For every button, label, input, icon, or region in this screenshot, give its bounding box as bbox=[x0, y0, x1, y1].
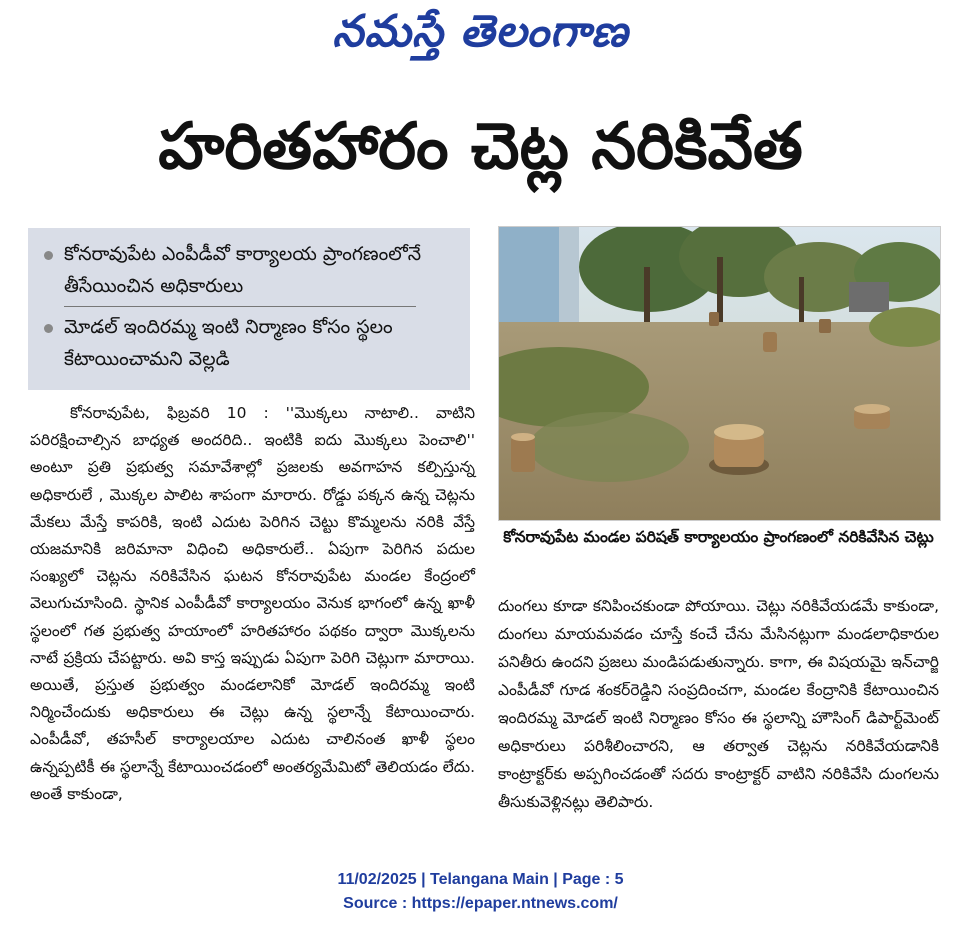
article-headline: హరితహారం చెట్ల నరికివేత bbox=[158, 110, 803, 184]
highlight-divider bbox=[64, 306, 416, 307]
edition-line: 11/02/2025 | Telangana Main | Page : 5 bbox=[337, 871, 624, 888]
source-line: Source : https://epaper.ntnews.com/ bbox=[343, 895, 618, 912]
article-body-right bbox=[498, 592, 939, 816]
highlight-item: కోనరావుపేట ఎంపీడీవో కార్యాలయ ప్రాంగణంలోనే తీసేయించిన అధికారులు bbox=[42, 238, 456, 302]
page-footer bbox=[0, 868, 961, 916]
highlight-item: మోడల్ ఇందిరమ్మ ఇంటి నిర్మాణం కోసం స్థలం కేటాయించామని వెల్లడి bbox=[42, 311, 456, 375]
highlights-box bbox=[28, 228, 470, 390]
article-photo bbox=[498, 226, 941, 521]
newspaper-masthead: నమస్తే తెలంగాణ bbox=[332, 6, 629, 57]
felled-trees-photo bbox=[499, 227, 940, 520]
article-body-left bbox=[30, 400, 475, 808]
article-paragraph: కోనరావుపేట, ఫిబ్రవరి 10 : ''మొక్కలు నాటాలి.. వాటిని పరిరక్షించాల్సిన బాధ్యత అందరిది.. ఇంటికి ఐదు మొక్కలు పెంచాలి'' అంటూ ప్రతి ప్రభుత్వ సమావేశాల్లో ప్రజలకు అవగాహన కల్పిస్తున్న అధికారులే , మొక్కల పాలిట శాపంగా మారారు. రోడ్డు పక్కన ఉన్న చెట్లను మేకలు మేస్తే కాపరికి, ఇంటి ఎదుట పెరిగిన చెట్టు కొమ్మలను నరికి వేస్తే యజమానికి జరిమానా విధించి అధికారులే.. ఏపుగా పెరిగిన పదుల సంఖ్యలో చెట్లను నరికివేసిన ఘటన కోనరావుపేట మండల కేంద్రంలో వెలుగుచూసింది. స్థానిక ఎంపీడీవో కార్యాలయం వెనుక భాగంలో ఉన్న ఖాళీ స్థలంలో గత ప్రభుత్వ హయాంలో హరితహారం పథకం ద్వారా మొక్కలను నాటే ప్రక్రియ చేపట్టారు. అవి కాస్త ఇప్పుడు ఏపుగా పెరిగి చెట్లుగా మారాయి. అయితే, ప్రస్తుత ప్రభుత్వం మండలానికో మోడల్ ఇందిరమ్మ ఇంటి నిర్మించేందుకు అధికారులు ఈ చెట్లు ఉన్న స్థలాన్నే కేటాయించారు. ఎంపీడీవో, తహసీల్ కార్యాలయాల ఎదుట చాలినంత ఖాళీ స్థలం ఉన్నప్పటికీ ఈ స్థలాన్నే కేటాయించడంలో అంతర్యమేమిటో తెలియడం లేదు. అంతే కాకుండా, bbox=[30, 404, 475, 803]
photo-caption: కోనరావుపేట మండల పరిషత్ కార్యాలయం ప్రాంగణంలో నరికివేసిన చెట్లు bbox=[503, 528, 934, 546]
article-paragraph: దుంగలు కూడా కనిపించకుండా పోయాయి. చెట్లు నరికివేయడమే కాకుండా, దుంగలు మాయమవడం చూస్తే కంచే చేను మేసినట్లుగా మండలాధికారుల పనితీరు ఉందని ప్రజలు మండిపడుతున్నారు. కాగా, ఈ విషయమై ఇన్‌చార్జి ఎంపీడీవో గూడ శంకర్‌రెడ్డిని సంప్రదించగా, మండల కేంద్రానికి కేటాయించిన ఇందిరమ్మ మోడల్ ఇంటి నిర్మాణం కోసం ఈ స్థలాన్ని హౌసింగ్ డిపార్ట్‌మెంట్ అధికారులు పరిశీలించారని, ఆ తర్వాత చెట్లను నరికివేయడానికి కాంట్రాక్టర్‌కు అప్పగించడంతో సదరు కాంట్రాక్టర్ వాటిని నరికివేసి దుంగలను తీసుకువెళ్లినట్లు తెలిపారు. bbox=[498, 597, 939, 811]
